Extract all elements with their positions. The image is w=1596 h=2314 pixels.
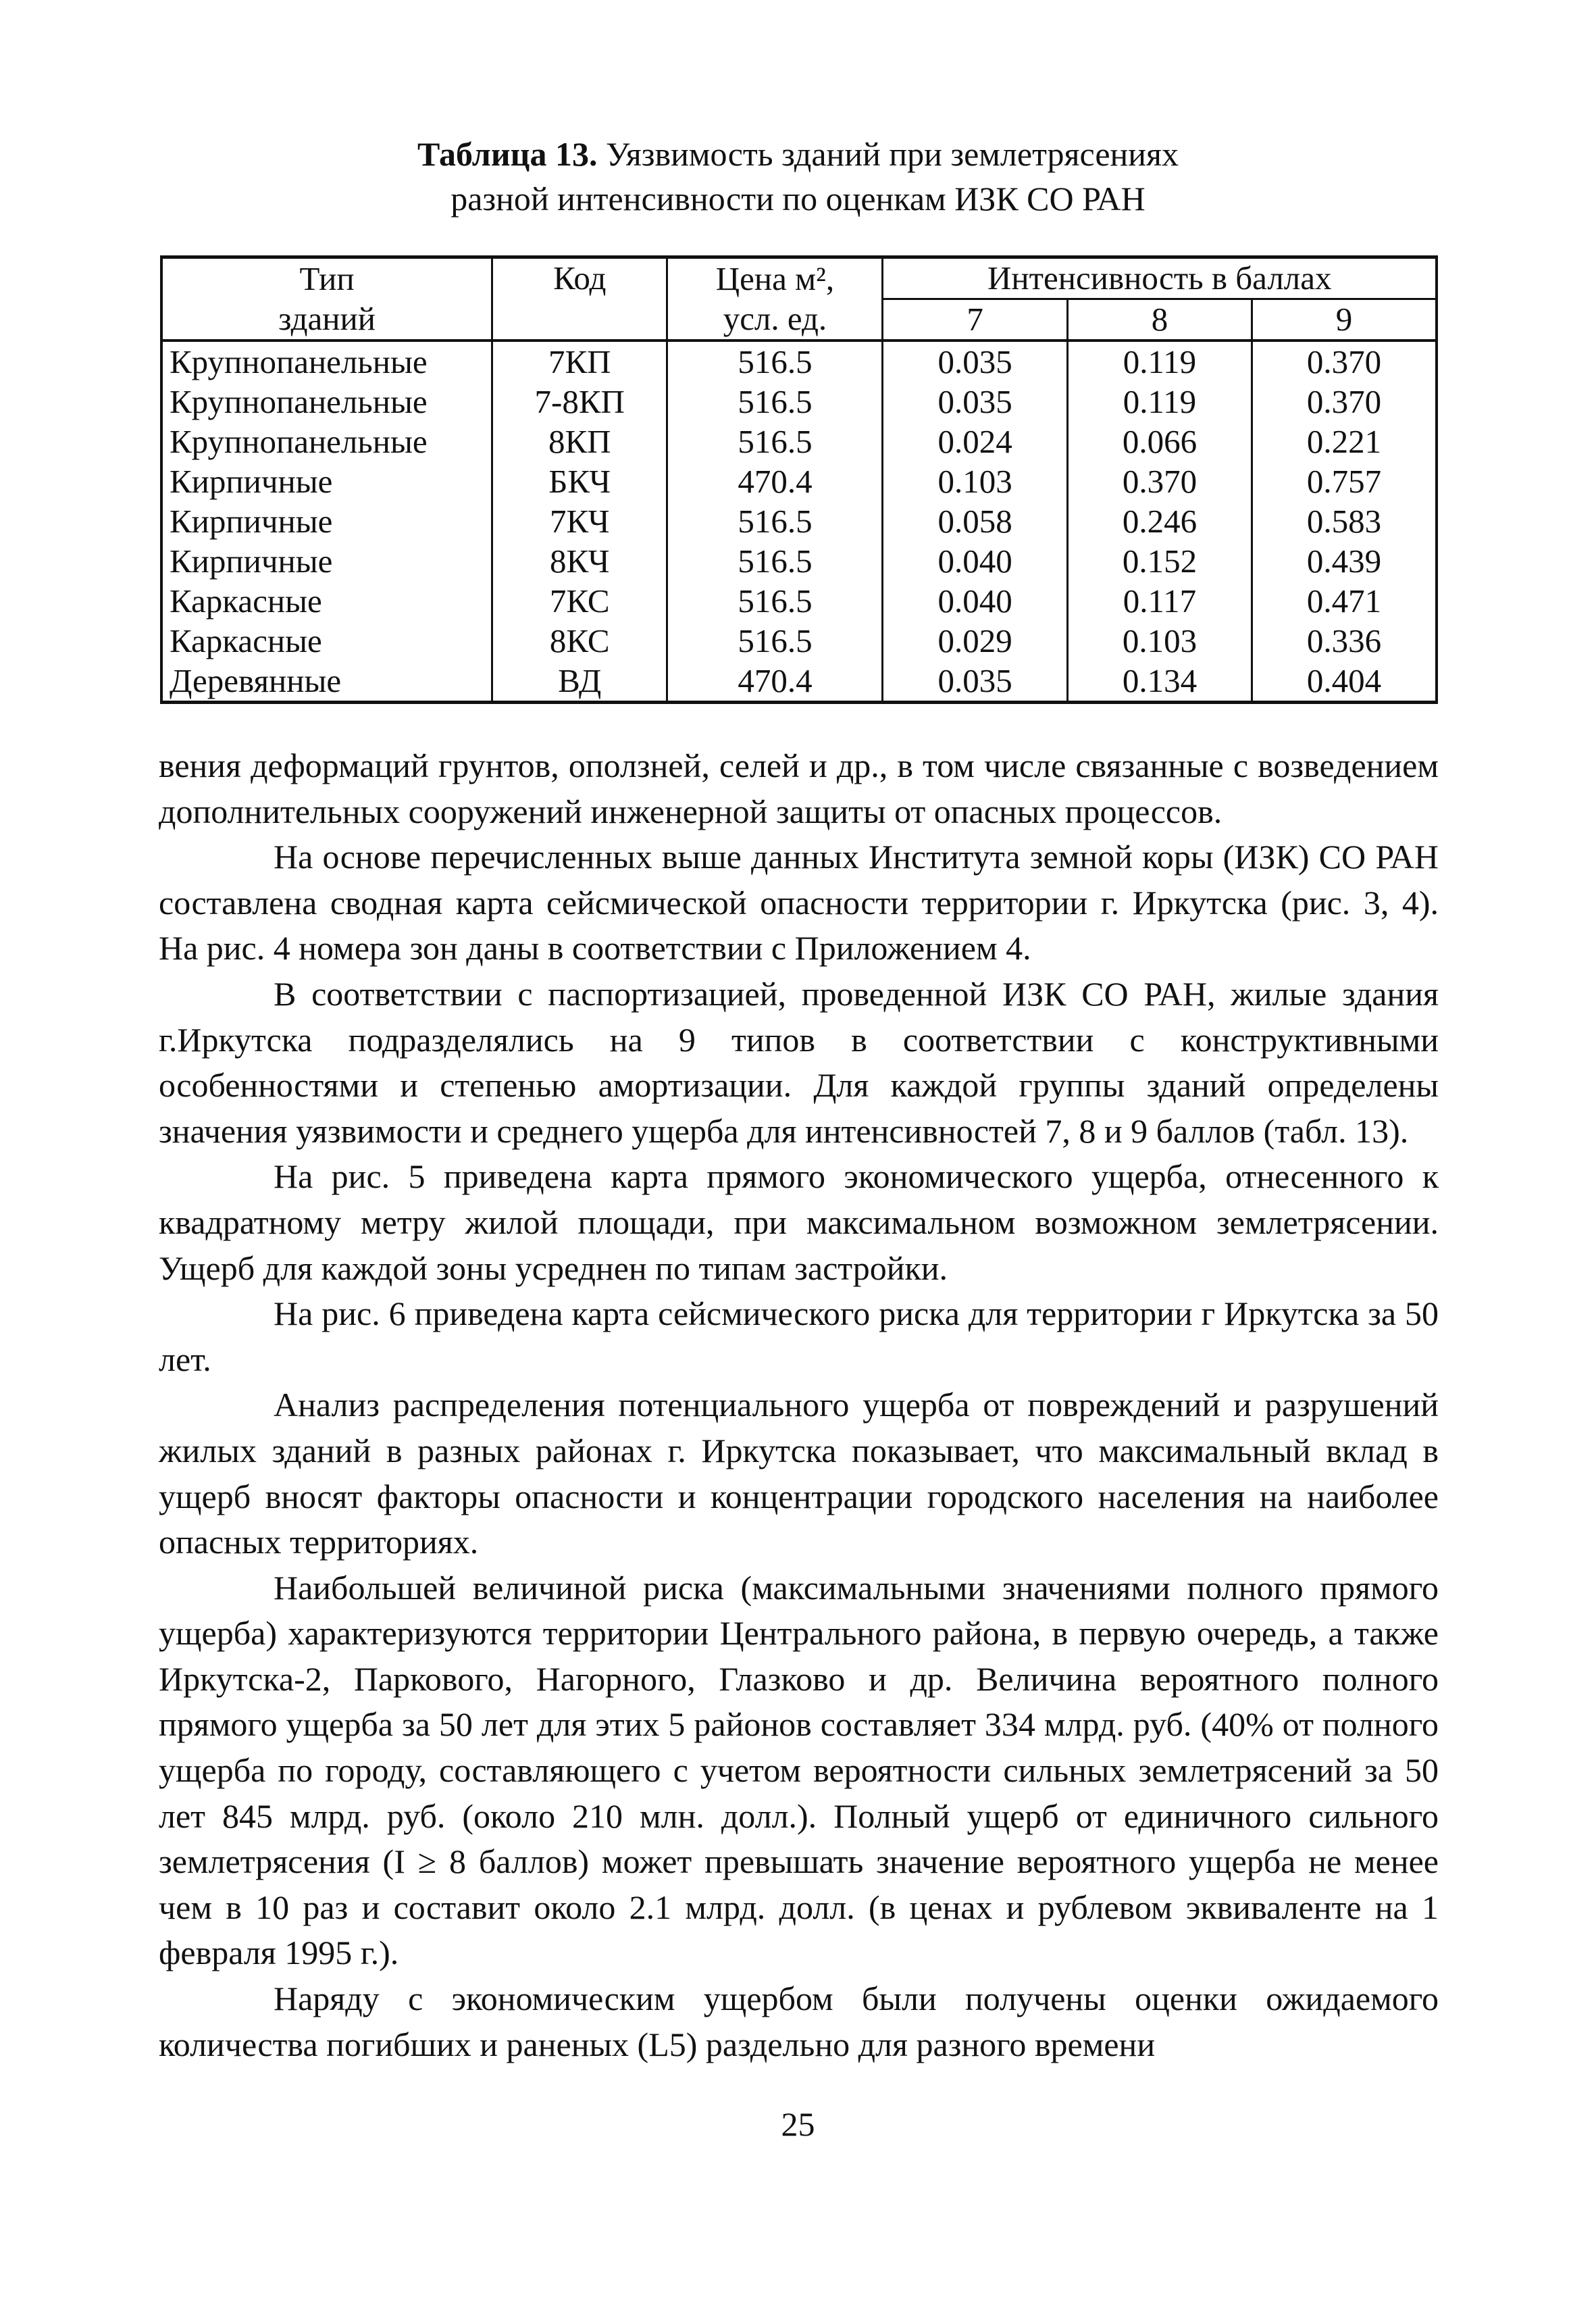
- table-row: [161, 341, 1437, 382]
- cell-value-7: 0.040: [883, 581, 1067, 621]
- cell-type: Каркасные: [161, 621, 492, 661]
- cell-value-7: 0.040: [883, 541, 1067, 581]
- cell-value-7: 0.035: [883, 341, 1067, 382]
- header-type-top: Тип: [161, 257, 492, 299]
- page-number: 25: [781, 2105, 815, 2143]
- table-row: [161, 422, 1437, 461]
- cell-type: Деревянные: [161, 661, 492, 703]
- header-intensity-7: 7: [883, 299, 1067, 341]
- cell-value-7: 0.058: [883, 501, 1067, 541]
- paragraph-3: В соответствии с паспортизацией, проведенной ИЗК СО РАН, жилые здания г.Иркутска подразделялись на 9 типов в соответствии с конструктивными особенностями и степенью амортизации. Для каждой группы зданий определены значения уязвимости и среднего ущерба для интенсивностей 7, 8 и 9 баллов (табл. 13).: [159, 974, 1439, 1150]
- cell-price: 516.5: [667, 341, 883, 382]
- table-row: [161, 382, 1437, 422]
- paragraph-5: На рис. 6 приведена карта сейсмического риска для территории г Иркутска за 50 лет.: [159, 1294, 1439, 1378]
- cell-value-9: 0.336: [1252, 621, 1437, 661]
- table-header-row-1: [161, 257, 1437, 299]
- cell-price: 516.5: [667, 541, 883, 581]
- cell-value-9: 0.471: [1252, 581, 1437, 621]
- table-row: [161, 661, 1437, 703]
- table-row: [161, 461, 1437, 501]
- cell-type: Кирпичные: [161, 501, 492, 541]
- header-intensity-8: 8: [1067, 299, 1252, 341]
- table-row: [161, 501, 1437, 541]
- cell-type: Крупнопанельные: [161, 341, 492, 382]
- cell-value-8: 0.119: [1067, 341, 1252, 382]
- caption-line-1: [0, 132, 1596, 176]
- caption-line-2: разной интенсивности по оценкам ИЗК СО РАН: [451, 180, 1145, 218]
- header-price-bottom: усл. ед.: [667, 299, 883, 341]
- cell-value-9: 0.583: [1252, 501, 1437, 541]
- cell-value-7: 0.035: [883, 382, 1067, 422]
- cell-code: БКЧ: [492, 461, 667, 501]
- cell-value-8: 0.103: [1067, 621, 1252, 661]
- cell-code: 8КП: [492, 422, 667, 461]
- header-price-top: Цена м²,: [667, 257, 883, 299]
- cell-price: 470.4: [667, 461, 883, 501]
- table-caption: [0, 132, 1596, 221]
- paragraph-6: Анализ распределения потенциального ущерба от повреждений и разрушений жилых зданий в разных районах г. Иркутска показывает, что максимальный вклад в ущерб вносят факторы опасности и концентрации городского населения на наиболее опасных территориях.: [159, 1386, 1439, 1561]
- cell-code: 7КС: [492, 581, 667, 621]
- table-row: [161, 541, 1437, 581]
- cell-value-7: 0.035: [883, 661, 1067, 703]
- cell-value-9: 0.370: [1252, 341, 1437, 382]
- cell-type: Крупнопанельные: [161, 382, 492, 422]
- caption-label: Таблица 13.: [417, 135, 598, 173]
- table-row: [161, 621, 1437, 661]
- paragraph-2: На основе перечисленных выше данных Института земной коры (ИЗК) СО РАН составлена сводная карта сейсмической опасности территории г. Иркутска (рис. 3, 4). На рис. 4 номера зон даны в соответствии с Приложением 4.: [159, 838, 1439, 967]
- cell-price: 470.4: [667, 661, 883, 703]
- caption-title-1: Уязвимость зданий при землетрясениях: [605, 135, 1179, 173]
- cell-code: 8КС: [492, 621, 667, 661]
- cell-type: Каркасные: [161, 581, 492, 621]
- cell-value-8: 0.246: [1067, 501, 1252, 541]
- cell-code: 8КЧ: [492, 541, 667, 581]
- header-type-bottom: зданий: [161, 299, 492, 341]
- cell-value-8: 0.119: [1067, 382, 1252, 422]
- table-row: [161, 581, 1437, 621]
- cell-code: 7КП: [492, 341, 667, 382]
- cell-type: Крупнопанельные: [161, 422, 492, 461]
- cell-value-9: 0.221: [1252, 422, 1437, 461]
- paragraph-1: вения деформаций грунтов, оползней, селей и др., в том числе связанные с возведением дополнительных сооружений инженерной защиты от опасных процессов.: [159, 747, 1439, 830]
- cell-value-8: 0.066: [1067, 422, 1252, 461]
- table-header-row-2: [161, 299, 1437, 341]
- vulnerability-table: [160, 255, 1438, 704]
- paragraph-7: Наибольшей величиной риска (максимальными значениями полного прямого ущерба) характеризуются территории Центрального района, в первую очередь, а также Иркутска-2, Паркового, Нагорного, Глазково и др. Величина вероятного полного прямого ущерба за 50 лет для этих 5 районов составляет 334 млрд. руб. (40% от полного ущерба по городу, составляющего с учетом вероятности сильных землетрясений за 50 лет 845 млрд. руб. (около 210 млн. долл.). Полный ущерб от единичного сильного землетрясения (I ≥ 8 баллов) может превышать значение вероятного ущерба не менее чем в 10 раз и составит около 2.1 млрд. долл. (в ценах и рублевом эквиваленте на 1 февраля 1995 г.).: [159, 1568, 1439, 1972]
- cell-value-7: 0.024: [883, 422, 1067, 461]
- cell-value-7: 0.029: [883, 621, 1067, 661]
- header-intensity-9: 9: [1252, 299, 1437, 341]
- cell-code: ВД: [492, 661, 667, 703]
- cell-value-8: 0.117: [1067, 581, 1252, 621]
- cell-value-9: 0.439: [1252, 541, 1437, 581]
- cell-value-9: 0.757: [1252, 461, 1437, 501]
- cell-price: 516.5: [667, 501, 883, 541]
- cell-price: 516.5: [667, 422, 883, 461]
- cell-value-9: 0.370: [1252, 382, 1437, 422]
- cell-price: 516.5: [667, 382, 883, 422]
- cell-value-8: 0.134: [1067, 661, 1252, 703]
- paragraph-4: На рис. 5 приведена карта прямого экономического ущерба, отнесенного к квадратному метру жилой площади, при максимальном возможном землетрясении. Ущерб для каждой зоны усреднен по типам застройки.: [159, 1157, 1439, 1287]
- cell-price: 516.5: [667, 621, 883, 661]
- cell-value-8: 0.152: [1067, 541, 1252, 581]
- cell-value-9: 0.404: [1252, 661, 1437, 703]
- cell-code: 7КЧ: [492, 501, 667, 541]
- header-intensity: Интенсивность в баллах: [883, 257, 1437, 299]
- header-code: Код: [492, 257, 667, 341]
- cell-value-7: 0.103: [883, 461, 1067, 501]
- cell-price: 516.5: [667, 581, 883, 621]
- cell-type: Кирпичные: [161, 461, 492, 501]
- cell-value-8: 0.370: [1067, 461, 1252, 501]
- paragraph-8: Наряду с экономическим ущербом были получены оценки ожидаемого количества погибших и раненых (L5) раздельно для разного времени: [159, 1980, 1439, 2063]
- cell-type: Кирпичные: [161, 541, 492, 581]
- cell-code: 7-8КП: [492, 382, 667, 422]
- body-text: [159, 743, 1439, 2067]
